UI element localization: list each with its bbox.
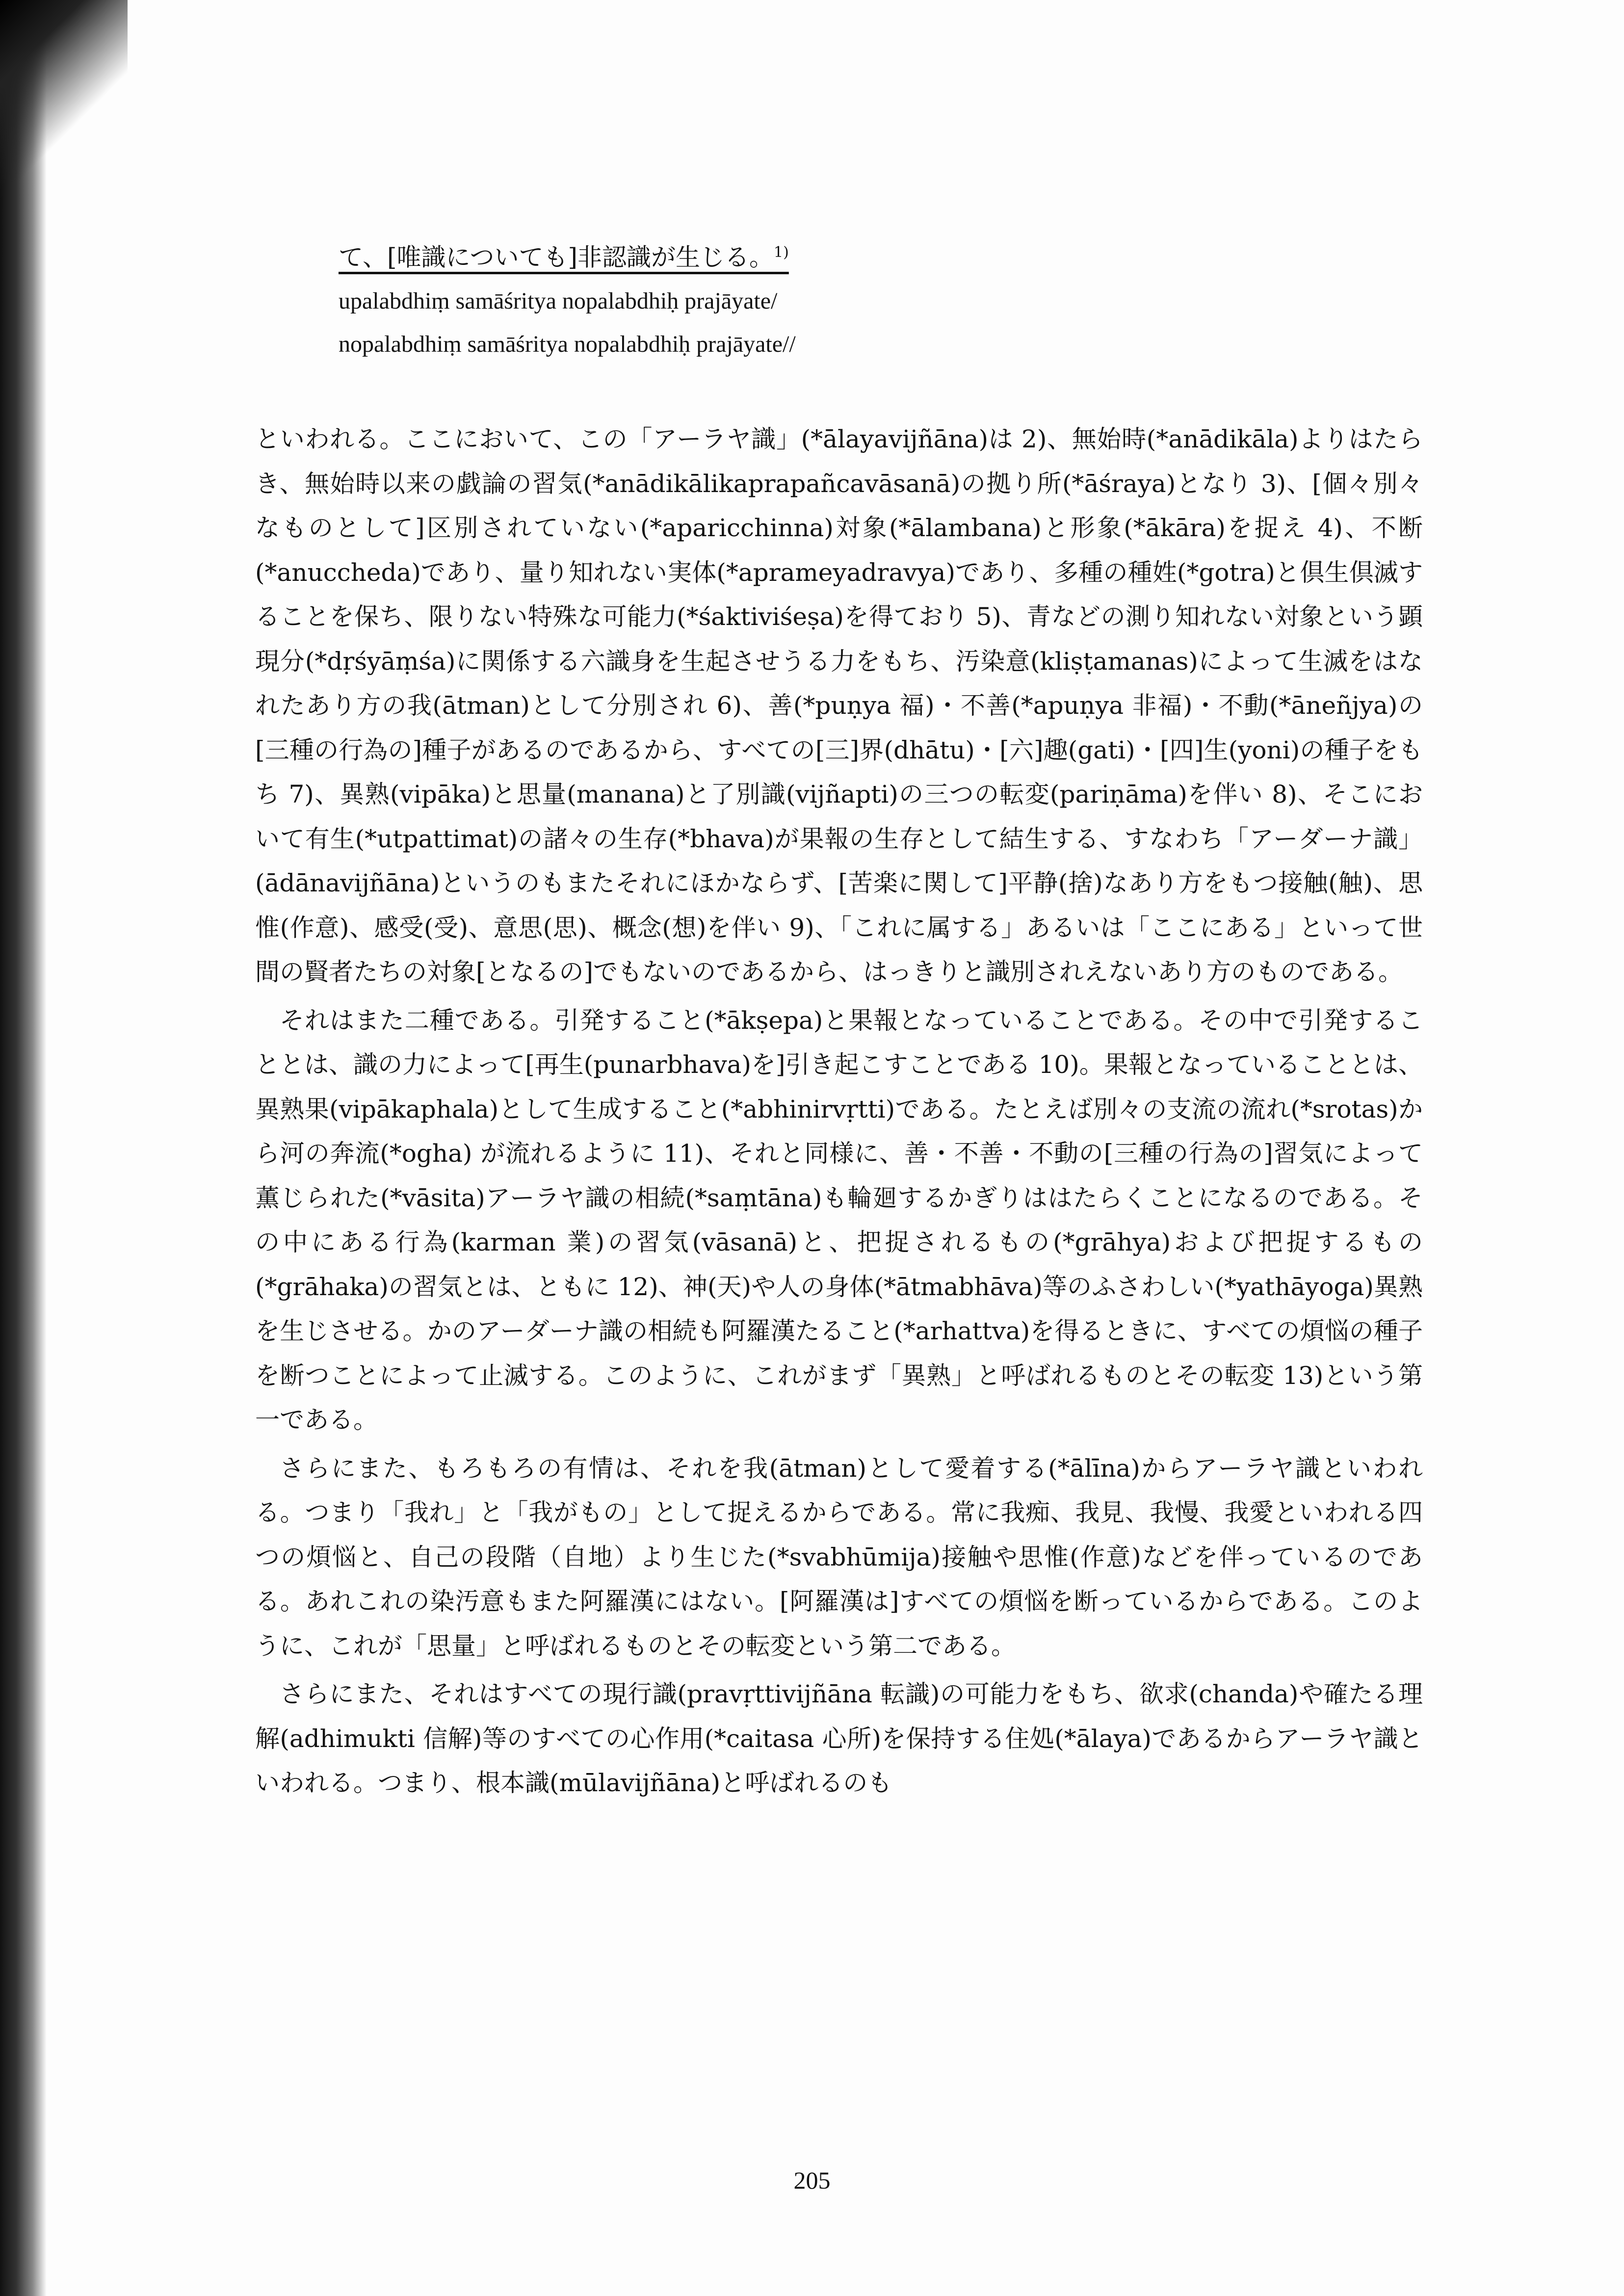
- binding-corner-shadow: [0, 0, 128, 206]
- verse-translation-text: て、[唯識についても]非認識が生じる。: [339, 243, 774, 272]
- paragraph-4: さらにまた、それはすべての現行識(pravṛttivijñāna 転識)の可能力をもち、欲求(chanda)や確たる理解(adhimukti 信解)等のすべての心作用(*caitasa 心所)を保持する住処(*ālaya)であるからアーラヤ識といわれる。つまり、根本識(mūlavijñāna)と呼ばれるのも: [255, 1680, 1423, 1797]
- footnote-marker: 1): [774, 244, 789, 261]
- paragraph-2: それはまた二種である。引発すること(*ākṣepa)と果報となっていることである。その中で引発することとは、識の力によって[再生(punarbhava)を]引き起こすことである 10)。果報となっていることとは、異熟果(vipākaphala)として生成すること(*abhinirvṛtti)である。たとえば別々の支流の流れ(*srotas)から河の奔流(*ogha) が流れるように 11)、それと同様に、善・不善・不動の[三種の行為の]習気によって薫じられた(*vāsita)アーラヤ識の相続(*saṃtāna)も輪廻するかぎりははたらくことになるのである。その中にある行為(karman 業)の習気(vāsanā)と、把捉されるもの(*grāhya)および把捉するもの(*grāhaka)の習気とは、ともに 12)、神(天)や人の身体(*ātmabhāva)等のふさわしい(*yathāyoga)異熟を生じさせる。かのアーダーナ識の相続も阿羅漢たること(*arhattva)を得るときに、すべての煩悩の種子を断つことによって止滅する。このように、これがまず「異熟」と呼ばれるものとその転変 13)という第一である。: [255, 1006, 1423, 1434]
- binding-shadow: [0, 0, 47, 2296]
- paragraph-3: さらにまた、もろもろの有情は、それを我(ātman)として愛着する(*ālīna)からアーラヤ識といわれる。つまり「我れ」と「我がもの」として捉えるからである。常に我痴、我見、我慢、我愛といわれる四つの煩悩と、自己の段階（自地）より生じた(*svabhūmija)接触や思惟(作意)などを伴っているのである。あれこれの染汚意もまた阿羅漢にはない。[阿羅漢は]すべての煩悩を断っているからである。このように、これが「思量」と呼ばれるものとその転変という第二である。: [255, 1454, 1423, 1660]
- verse-block: [339, 231, 1222, 366]
- verse-sanskrit-line-1: upalabdhiṃ samāśritya nopalabdhiḥ prajāyate/: [339, 287, 778, 314]
- verse-sanskrit-line-2: nopalabdhiṃ samāśritya nopalabdhiḥ prajāyate//: [339, 331, 796, 357]
- paragraph-1: といわれる。ここにおいて、この「アーラヤ識」(*ālayavijñāna)は 2)、無始時(*anādikāla)よりはたらき、無始時以来の戯論の習気(*anādikālikaprapañcavāsanā)の拠り所(*āśraya)となり 3)、[個々別々なものとして]区別されていない(*aparicchinna)対象(*ālambana)と形象(*ākāra)を捉え 4)、不断(*anuccheda)であり、量り知れない実体(*aprameyadravya)であり、多種の種姓(*gotra)と倶生倶滅することを保ち、限りない特殊な可能力(*śaktiviśeṣa)を得ており 5)、青などの測り知れない対象という顕現分(*dṛśyāṃśa)に関係する六識身を生起させうる力をもち、汚染意(kliṣṭamanas)によって生滅をはなれたあり方の我(ātman)として分別され 6)、善(*puṇya 福)・不善(*apuṇya 非福)・不動(*āneñjya)の[三種の行為の]種子があるのであるから、すべての[三]界(dhātu)・[六]趣(gati)・[四]生(yoni)の種子をもち 7)、異熟(vipāka)と思量(manana)と了別識(vijñapti)の三つの転変(pariṇāma)を伴い 8)、そこにおいて有生(*utpattimat)の諸々の生存(*bhava)が果報の生存として結生する、すなわち「アーダーナ識」(ādānavijñāna)というのもまたそれにほかならず、[苦楽に関して]平静(捨)なあり方をもつ接触(触)、思惟(作意)、感受(受)、意思(思)、概念(想)を伴い 9)、「これに属する」あるいは「ここにある」といって世間の賢者たちの対象[となるの]でもないのであるから、はっきりと識別されえないあり方のものである。: [255, 425, 1423, 986]
- verse-translation: [339, 231, 1222, 280]
- body-text: [255, 417, 1423, 1805]
- page-number: 205: [793, 2166, 831, 2194]
